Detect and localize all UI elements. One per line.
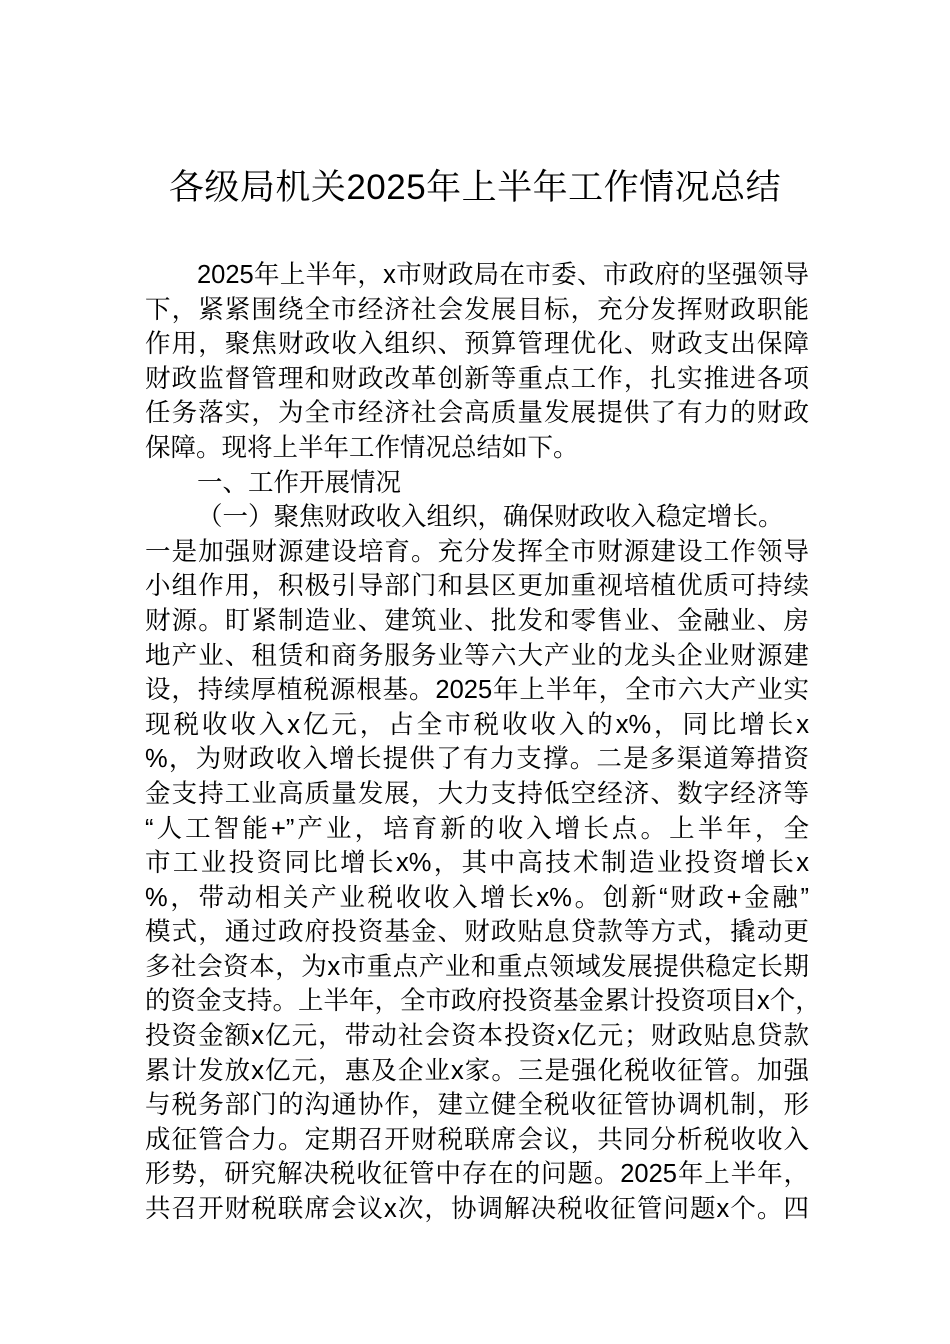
paragraph-line: 成征管合力。定期召开财税联席会议，共同分析税收收入 — [145, 1125, 809, 1154]
document-title: 各级局机关2025年上半年工作情况总结 — [168, 168, 782, 207]
paragraph-line: 小组作用，积极引导部门和县区更加重视培植优质可持续 — [145, 572, 809, 601]
paragraph-line: 模式，通过政府投资基金、财政贴息贷款等方式，撬动更 — [145, 918, 809, 947]
paragraph-line: 的资金支持。上半年，全市政府投资基金累计投资项目x个， — [145, 987, 821, 1016]
paragraph-line: 保障。现将上半年工作情况总结如下。 — [145, 433, 579, 462]
paragraph-line: 设，持续厚植税源根基。2025年上半年，全市六大产业实 — [145, 676, 809, 705]
paragraph-line: 市工业投资同比增长x%，其中高技术制造业投资增长x — [145, 849, 809, 878]
paragraph-line: 累计发放x亿元，惠及企业x家。三是强化税收征管。加强 — [145, 1056, 809, 1085]
paragraph-line: 投资金额x亿元，带动社会资本投资x亿元；财政贴息贷款 — [145, 1022, 809, 1051]
paragraph-line: 与税务部门的沟通协作，建立健全税收征管协调机制，形 — [145, 1091, 809, 1120]
subsection-heading: （一）聚焦财政收入组织，确保财政收入稳定增长。 — [197, 503, 784, 532]
paragraph-line: %，带动相关产业税收收入增长x%。创新“财政+金融” — [145, 883, 809, 912]
paragraph-line: 地产业、租赁和商务服务业等六大产业的龙头企业财源建 — [145, 641, 809, 670]
paragraph-line: 作用，聚焦财政收入组织、预算管理优化、财政支出保障 — [145, 330, 809, 359]
paragraph-line: 下，紧紧围绕全市经济社会发展目标，充分发挥财政职能 — [145, 295, 809, 324]
section-heading: 一、工作开展情况 — [197, 468, 402, 497]
paragraph-line: 财源。盯紧制造业、建筑业、批发和零售业、金融业、房 — [145, 606, 809, 635]
paragraph-line: 共召开财税联席会议x次，协调解决税收征管问题x个。四 — [145, 1195, 809, 1224]
paragraph-line: %，为财政收入增长提供了有力支撑。二是多渠道筹措资 — [145, 745, 809, 774]
paragraph-line: 现税收收入x亿元，占全市税收收入的x%，同比增长x — [145, 710, 809, 739]
paragraph-line: 一是加强财源建设培育。充分发挥全市财源建设工作领导 — [145, 537, 809, 566]
paragraph-line: 形势，研究解决税收征管中存在的问题。2025年上半年， — [145, 1160, 809, 1189]
paragraph-line: 金支持工业高质量发展，大力支持低空经济、数字经济等 — [145, 779, 809, 808]
document-body — [145, 258, 821, 1227]
paragraph-line: 任务落实，为全市经济社会高质量发展提供了有力的财政 — [145, 399, 809, 428]
paragraph-line: 财政监督管理和财政改革创新等重点工作，扎实推进各项 — [145, 364, 809, 393]
paragraph-line: “人工智能+”产业，培育新的收入增长点。上半年，全 — [145, 814, 809, 843]
paragraph-line: 多社会资本，为x市重点产业和重点领域发展提供稳定长期 — [145, 952, 809, 981]
paragraph-line: 2025年上半年，x市财政局在市委、市政府的坚强领导 — [197, 261, 809, 289]
